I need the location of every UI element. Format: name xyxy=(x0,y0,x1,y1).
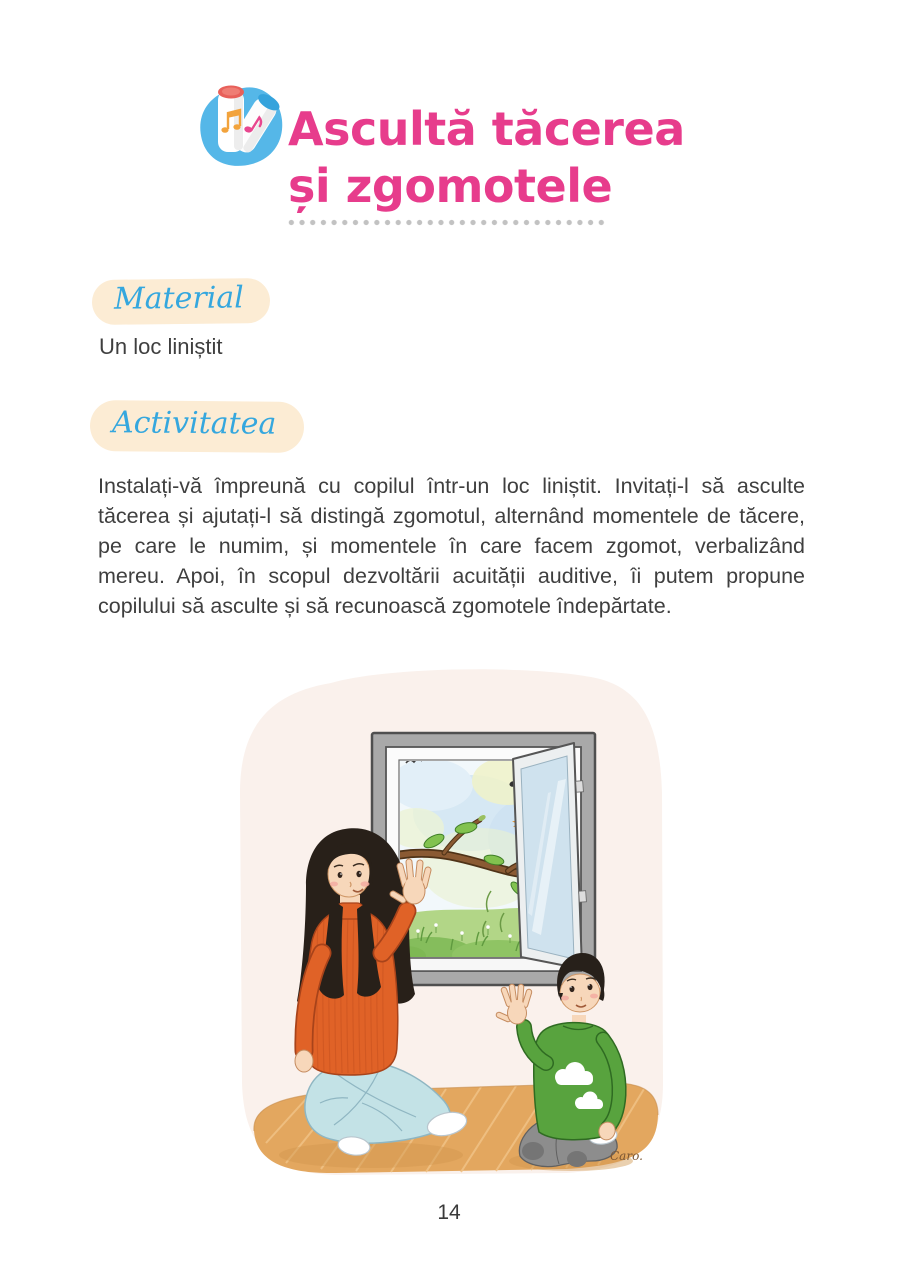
page-number: 14 xyxy=(437,1201,461,1224)
activity-heading: Activitatea xyxy=(111,405,277,442)
music-shakers-icon xyxy=(196,74,286,170)
artist-signature: Caro. xyxy=(610,1149,643,1163)
page-title xyxy=(288,101,848,215)
dotted-divider xyxy=(286,219,606,226)
activity-heading-badge xyxy=(90,400,305,453)
material-heading-badge xyxy=(92,278,270,325)
page-title-line1: Ascultă tăcerea xyxy=(288,102,685,156)
activity-paragraph: Instalați-vă împreună cu copilul într-un loc liniștit. Invitați-l să asculte tăcerea și ajutați-l să distingă zgomotul, alternând momentele de tăcere, pe care le numim, și momentele în care facem zgomot, verbalizând mereu. Apoi, în scopul dezvoltării acuității auditive, îi putem propune copilului să asculte și să recunoască zgomotele îndepărtate. xyxy=(98,474,805,618)
mother-hand-resting xyxy=(295,1050,313,1072)
material-item: Un loc liniștit xyxy=(99,334,223,359)
illustration-listening-scene xyxy=(236,663,666,1178)
open-window-pane xyxy=(513,743,586,969)
page-title-line2: și zgomotele xyxy=(288,159,613,213)
shaker-left xyxy=(218,86,244,153)
material-heading: Material xyxy=(113,280,244,317)
